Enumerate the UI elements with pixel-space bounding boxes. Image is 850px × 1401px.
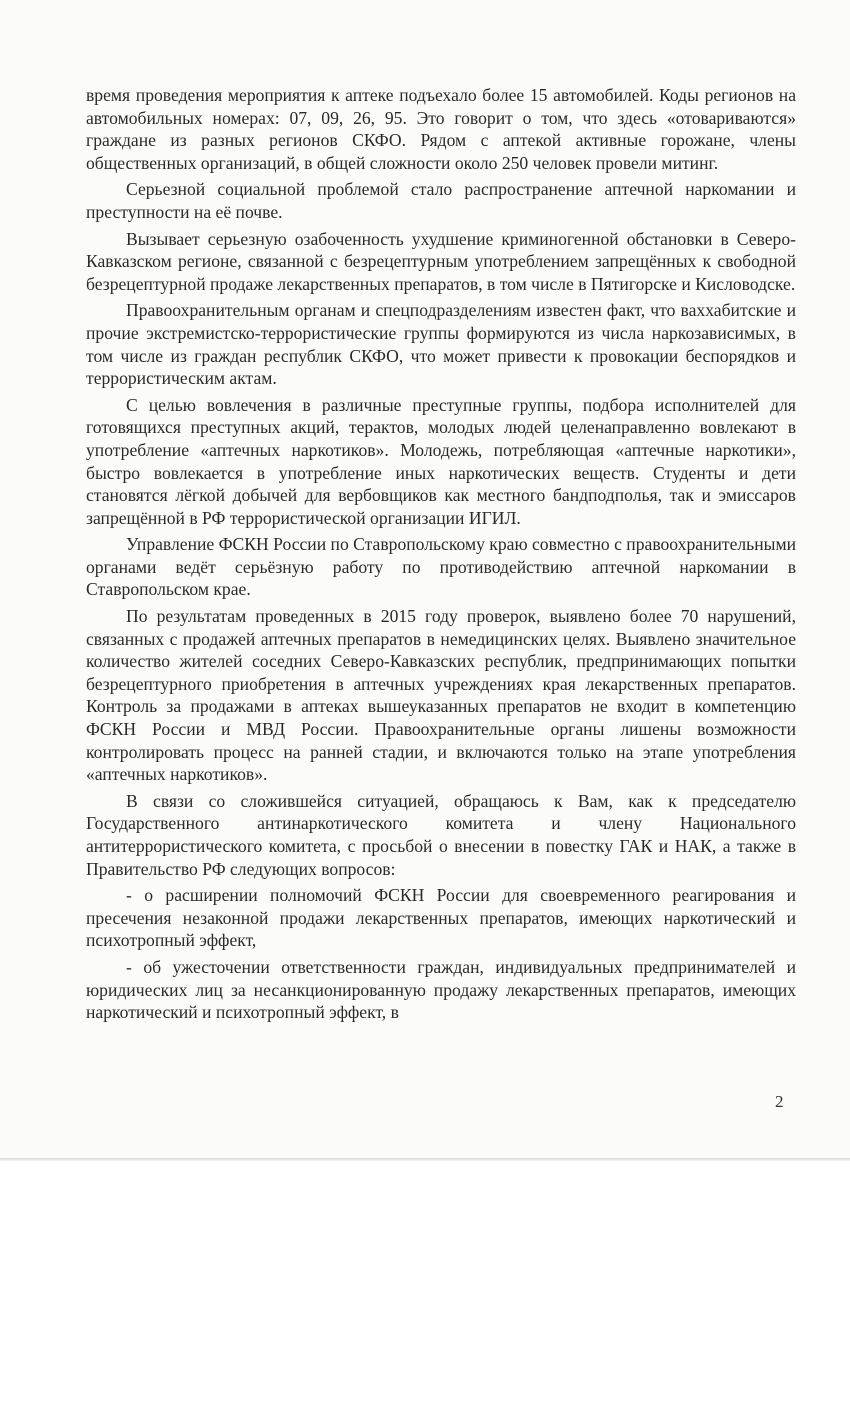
paragraph-8: В связи со сложившейся ситуацией, обращаюсь к Вам, как к председателю Государственного антинаркотического комитета и члену Национального антитеррористического комитета, с просьбой о внесении в повестку ГАК и НАК, а также в Правительство РФ следующих вопросов: bbox=[86, 790, 796, 879]
list-item-2: - об ужесточении ответственности граждан, индивидуальных предпринимателей и юридических лиц за несанкционированную продажу лекарственных препаратов, имеющих наркотический и психотропный эффект, в bbox=[86, 956, 796, 1023]
paragraph-6: Управление ФСКН России по Ставропольскому краю совместно с правоохранительными органами ведёт серьёзную работу по противодействию аптечной наркомании в Ставропольском крае. bbox=[86, 534, 796, 600]
page-edge-divider bbox=[0, 1158, 850, 1161]
paragraph-1: время проведения мероприятия к аптеке подъехало более 15 автомобилей. Коды регионов на автомобильных номерах: 07, 09, 26, 95. Это говорит о том, что здесь «отовариваются» граждане из разных регионов СКФО. Рядом с аптекой активные горожане, члены общественных организаций, в общей сложности около 250 человек провели митинг. bbox=[86, 85, 796, 173]
paragraph-4: Правоохранительным органам и спецподразделениям известен факт, что ваххабитские и прочие экстремистско-террористические группы формируются из числа наркозависимых, в том числе из граждан республик СКФО, что может привести к провокации беспорядков и террористическим актам. bbox=[86, 300, 796, 389]
list-item-1: - о расширении полномочий ФСКН России для своевременного реагирования и пресечения незаконной продажи лекарственных препаратов, имеющих наркотический и психотропный эффект, bbox=[86, 885, 796, 951]
page-number: 2 bbox=[775, 1092, 784, 1111]
paragraph-2: Серьезной социальной проблемой стало распространение аптечной наркомании и преступности на её почве. bbox=[86, 179, 796, 222]
paragraph-3: Вызывает серьезную озабоченность ухудшение криминогенной обстановки в Северо-Кавказском регионе, связанной с безрецептурным употреблением запрещённых к свободной безрецептурной продаже лекарственных препаратов, в том числе в Пятигорске и Кисловодске. bbox=[86, 228, 796, 294]
paragraph-7: По результатам проведенных в 2015 году проверок, выявлено более 70 нарушений, связанных с продажей аптечных препаратов в немедицинских целях. Выявлено значительное количество жителей соседних Северо-Кавказских республик, предпринимающих попытки безрецептурного приобретения в аптечных учреждениях края лекарственных препаратов. Контроль за продажами в аптеках вышеуказанных препаратов не входит в компетенцию ФСКН России и МВД России. Правоохранительные органы лишены возможности контролировать процесс на ранней стадии, и включаются только на этапе употребления «аптечных наркотиков». bbox=[86, 606, 796, 785]
document-body bbox=[86, 84, 796, 1028]
paragraph-5: С целью вовлечения в различные преступные группы, подбора исполнителей для готовящихся преступных акций, терактов, молодых людей целенаправленно вовлекают в употребление «аптечных наркотиков». Молодежь, потребляющая «аптечные наркотики», быстро вовлекается в употребление иных наркотических веществ. Студенты и дети становятся лёгкой добычей для вербовщиков как местного бандподполья, так и эмиссаров запрещённой в РФ террористической организации ИГИЛ. bbox=[86, 394, 796, 528]
